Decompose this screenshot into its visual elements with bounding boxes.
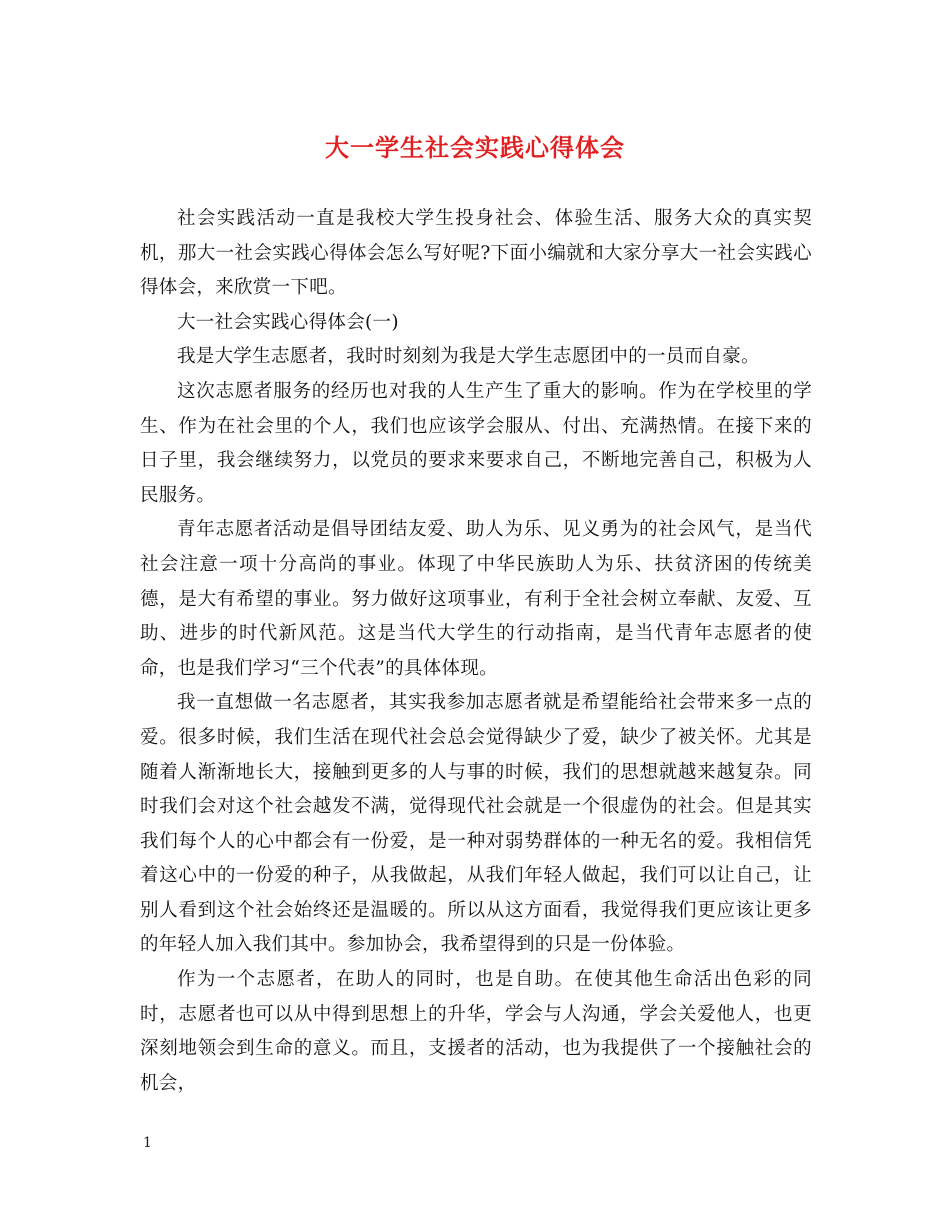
paragraph: 我是大学生志愿者，我时时刻刻为我是大学生志愿团中的一员而自豪。 bbox=[177, 346, 760, 368]
section-heading: 大一社会实践心得体会(一) bbox=[177, 311, 399, 333]
paragraph: 青年志愿者活动是倡导团结友爱、助人为乐、见义勇为的社会风气，是当代社会注意一项十分高尚的事业。体现了中华民族助人为乐、扶贫济困的传统美德，是大有希望的事业。努力做好这项事业，有利于全社会树立奉献、友爱、互助、进步的时代新风范。这是当代大学生的行动指南，是当代青年志愿者的使命，也是我们学习“三个代表”的具体体现。 bbox=[140, 519, 812, 679]
document-title: 大一学生社会实践心得体会 bbox=[325, 133, 625, 162]
paragraph: 作为一个志愿者，在助人的同时，也是自助。在使其他生命活出色彩的同时，志愿者也可以从中得到思想上的升华，学会与人沟通，学会关爱他人，也更深刻地领会到生命的意义。而且，支援者的活动，也为我提供了一个接触社会的机会， bbox=[140, 969, 812, 1094]
paragraph: 我一直想做一名志愿者，其实我参加志愿者就是希望能给社会带来多一点的爱。很多时候，我们生活在现代社会总会觉得缺少了爱，缺少了被关怀。尤其是随着人渐渐地长大，接触到更多的人与事的时候，我们的思想就越来越复杂。同时我们会对这个社会越发不满，觉得现代社会就是一个很虚伪的社会。但是其实我们每个人的心中都会有一份爱，是一种对弱势群体的一种无名的爱。我相信凭着这心中的一份爱的种子，从我做起，从我们年轻人做起，我们可以让自己，让别人看到这个社会始终还是温暖的。所以从这方面看，我觉得我们更应该让更多的年轻人加入我们其中。参加协会，我希望得到的只是一份体验。 bbox=[140, 692, 812, 956]
page-number: 1 bbox=[143, 1135, 152, 1151]
paragraph-intro: 社会实践活动一直是我校大学生投身社会、体验生活、服务大众的真实契机，那大一社会实践心得体会怎么写好呢?下面小编就和大家分享大一社会实践心得体会，来欣赏一下吧。 bbox=[140, 208, 812, 299]
document-body bbox=[140, 202, 812, 1101]
paragraph: 这次志愿者服务的经历也对我的人生产生了重大的影响。作为在学校里的学生、作为在社会里的个人，我们也应该学会服从、付出、充满热情。在接下来的日子里，我会继续努力，以党员的要求来要求自己，不断地完善自己，积极为人民服务。 bbox=[140, 380, 812, 506]
